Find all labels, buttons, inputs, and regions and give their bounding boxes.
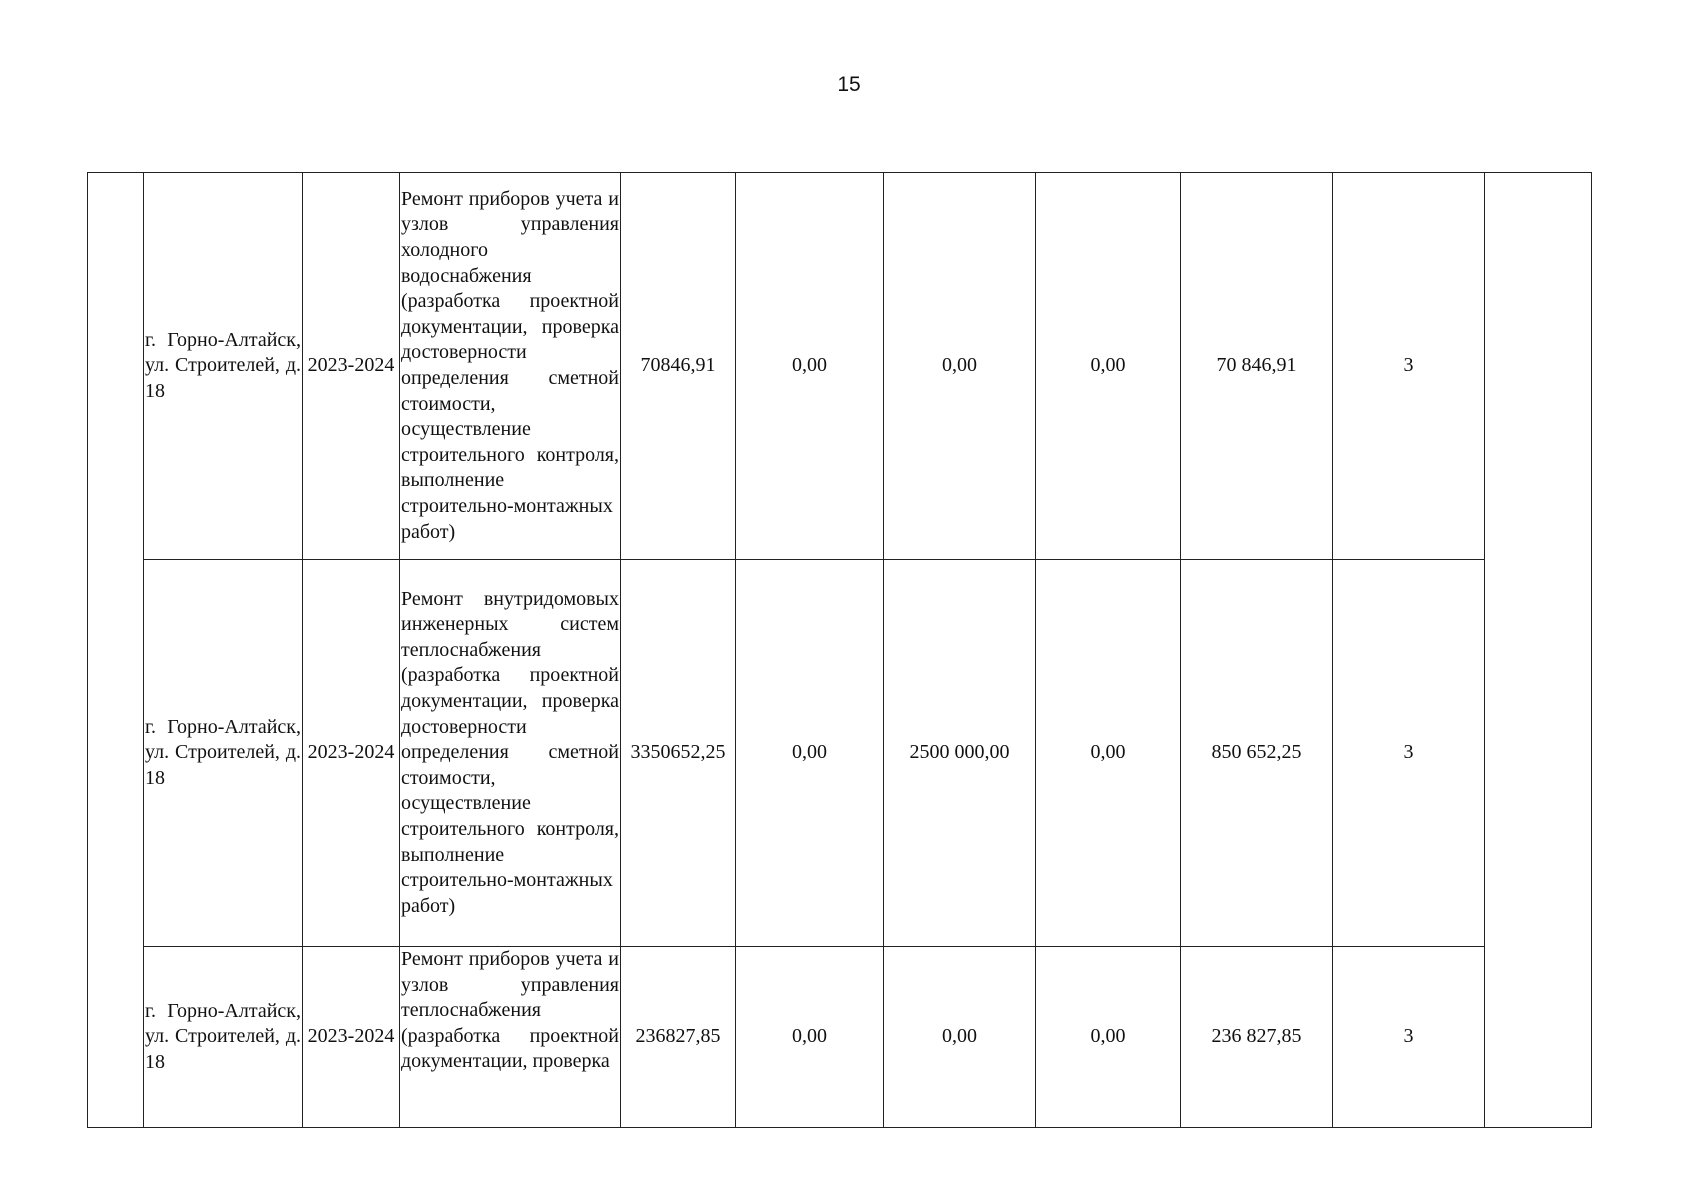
- count-cell: 3: [1333, 173, 1485, 560]
- value-cell: 0,00: [1036, 173, 1181, 560]
- table-row: [88, 560, 1592, 947]
- period-cell: 2023-2024: [303, 560, 400, 947]
- total-cost-cell: 70846,91: [621, 173, 736, 560]
- address-cell: г. Горно-Алтайск, ул. Строителей, д. 18: [144, 947, 303, 1128]
- table-row: [88, 947, 1592, 1128]
- total-cost-cell: 236827,85: [621, 947, 736, 1128]
- value-cell: 0,00: [736, 947, 884, 1128]
- table-row: [88, 173, 1592, 560]
- period-cell: 2023-2024: [303, 173, 400, 560]
- work-description-text: Ремонт приборов учета и узлов управления теплоснабжения (разработка проектной документации, проверка: [401, 948, 619, 1073]
- value-cell: 0,00: [1036, 947, 1181, 1128]
- address-cell: г. Горно-Алтайск, ул. Строителей, д. 18: [144, 560, 303, 947]
- number-cell-empty: [88, 173, 144, 1128]
- total-cost-cell: 3350652,25: [621, 560, 736, 947]
- work-description-cell: [400, 947, 621, 1128]
- value-cell: 0,00: [884, 173, 1036, 560]
- value-cell: 850 652,25: [1181, 560, 1333, 947]
- value-cell: 70 846,91: [1181, 173, 1333, 560]
- value-cell: 0,00: [1036, 560, 1181, 947]
- period-cell: 2023-2024: [303, 947, 400, 1128]
- count-cell: 3: [1333, 560, 1485, 947]
- value-cell: 0,00: [736, 173, 884, 560]
- work-description-cell: Ремонт приборов учета и узлов управления холодного водоснабжения (разработка проектной документации, проверка достоверности определения сметной стоимости, осуществление строительного контроля, выполнение строительно-монтажных работ): [400, 173, 621, 560]
- address-cell: г. Горно-Алтайск, ул. Строителей, д. 18: [144, 173, 303, 560]
- page-number: 15: [837, 73, 861, 96]
- value-cell: 0,00: [736, 560, 884, 947]
- count-cell: 3: [1333, 947, 1485, 1128]
- value-cell: 0,00: [884, 947, 1036, 1128]
- value-cell: 2500 000,00: [884, 560, 1036, 947]
- works-table: [87, 172, 1592, 1128]
- last-column-empty: [1485, 173, 1592, 1128]
- work-description-cell: Ремонт внутридомовых инженерных систем теплоснабжения (разработка проектной документации, проверка достоверности определения сметной стоимости, осуществление строительного контроля, выполнение строительно-монтажных работ): [400, 560, 621, 947]
- value-cell: 236 827,85: [1181, 947, 1333, 1128]
